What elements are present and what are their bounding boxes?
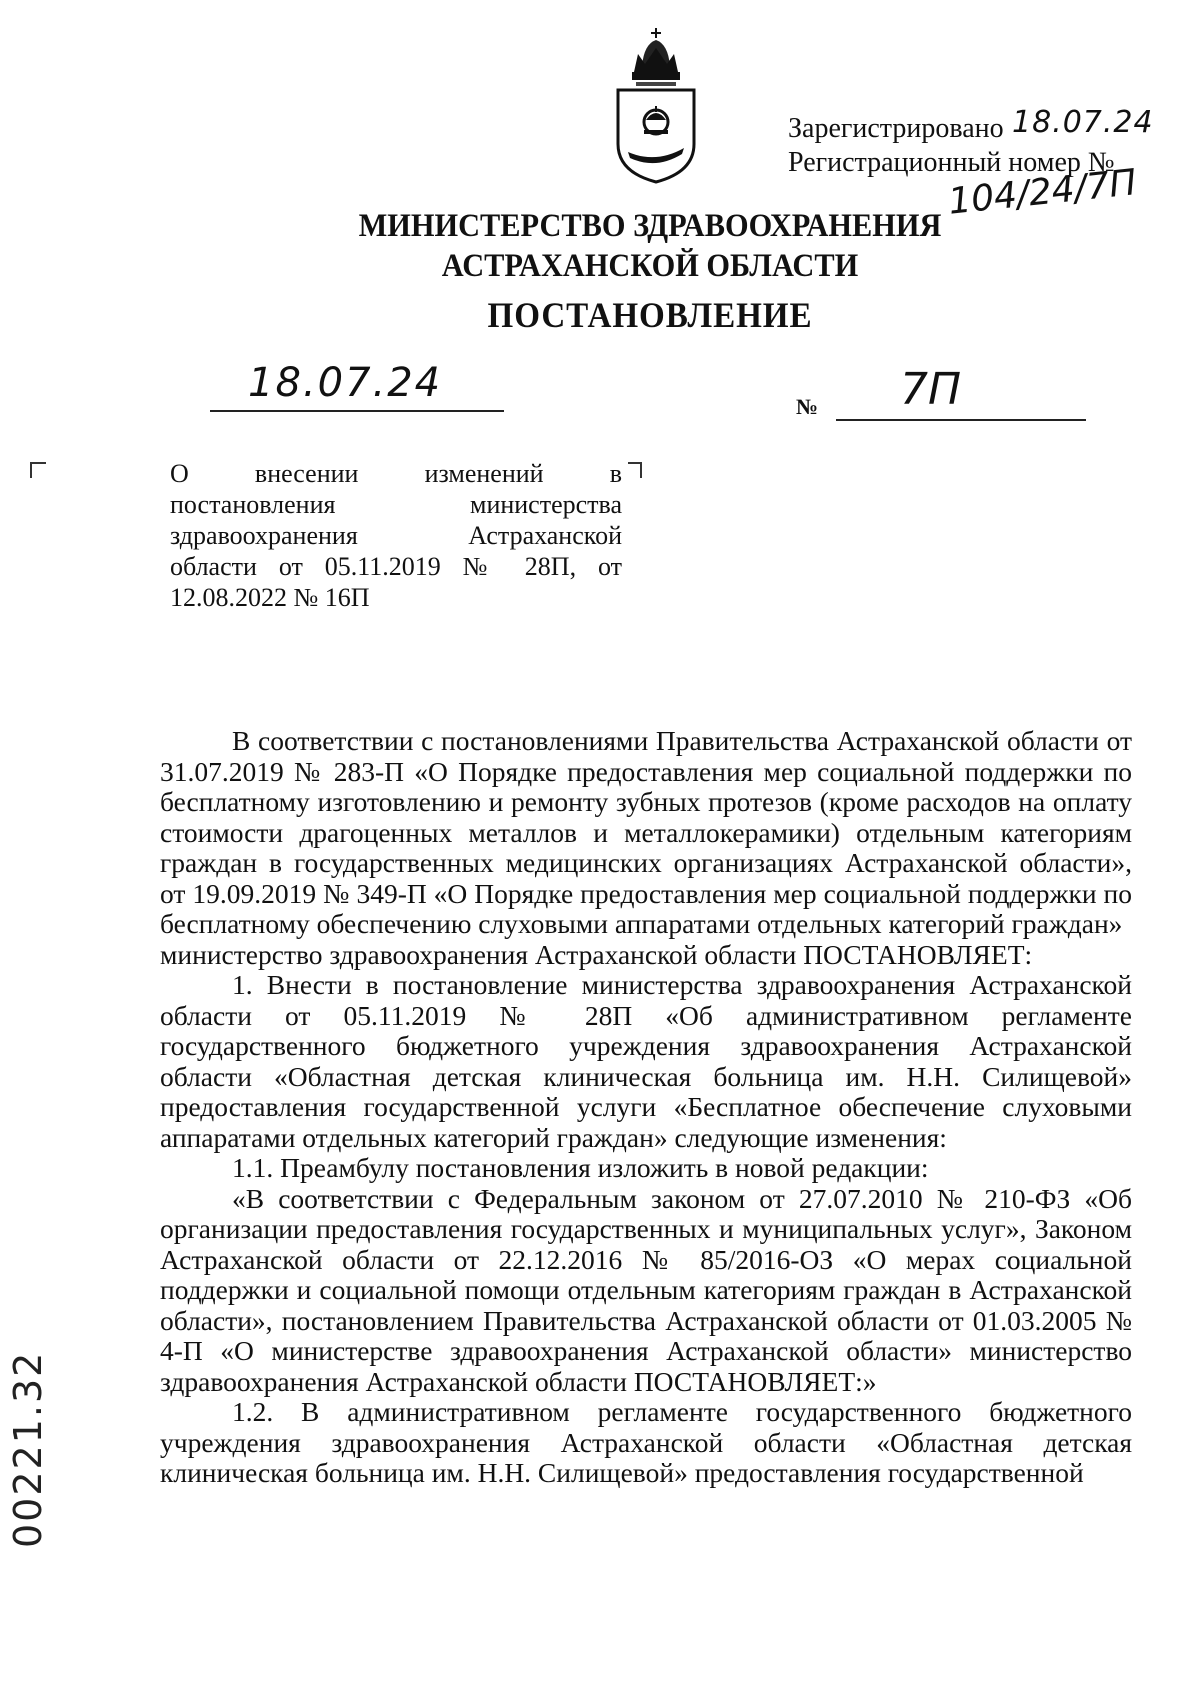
registration-number-label: Регистрационный номер №: [788, 147, 1115, 178]
registered-date-handwritten: 18.07.24: [1012, 105, 1154, 140]
subject-line: 12.08.2022 № 16П: [170, 583, 370, 612]
date-underline: [210, 410, 504, 412]
document-subject: [170, 458, 622, 613]
registered-label: Зарегистрировано: [788, 113, 1004, 144]
subject-line: постановления министерства: [170, 490, 622, 519]
number-sign: №: [796, 394, 819, 419]
body-paragraph-item-1: 1. Внести в постановление министерства здравоохранения Астраханской области от 05.11.2019 № 28П «Об административном регламенте государственного бюджетного учреждения здравоохранения Астраханской области «Областная детская клиническая больница им. Н.Н. Силищевой» предоставления государственной услуги «Бесплатное обеспечение слуховыми аппаратами отдельных категорий граждан» следующие изменения:: [160, 969, 1132, 1153]
number-underline: [836, 419, 1086, 421]
margin-corner-mark: [30, 462, 46, 478]
body-paragraph-preamble: В соответствии с постановлениями Правительства Астраханской области от 31.07.2019 № 283-П «О Порядке предоставления мер социальной поддержки по бесплатному изготовлению и ремонту зубных протезов (кроме расходов на оплату стоимости драгоценных металлов и металлокерамики) отдельным категориям граждан в государственных медицинских организациях Астраханской области», от 19.09.2019 № 349-П «О Порядке предоставления мер социальной поддержки по бесплатному обеспечению слуховыми аппаратами отдельных категорий граждан»: [160, 725, 1132, 939]
body-paragraph-resolves: министерство здравоохранения Астраханской области ПОСТАНОВЛЯЕТ:: [160, 938, 1033, 970]
region-title: АСТРАХАНСКОЙ ОБЛАСТИ: [441, 248, 859, 284]
coat-of-arms-emblem: [612, 26, 700, 186]
body-paragraph-item-1-1: 1.1. Преамбулу постановления изложить в новой редакции:: [232, 1152, 929, 1183]
document-date-handwritten: 18.07.24: [248, 360, 443, 406]
side-stamp-number: 00221.32: [6, 1350, 50, 1548]
subject-line: здравоохранения Астраханской: [170, 521, 622, 550]
subject-line: О внесении изменений в: [170, 459, 622, 488]
body-paragraph-item-1-2: 1.2. В административном регламенте государственного бюджетного учреждения здравоохранения Астраханской области «Областная детская клиническая больница им. Н.Н. Силищевой» предоставления государственной: [160, 1396, 1132, 1488]
registration-number-handwritten: 104/24/7П: [946, 162, 1139, 223]
subject-corner-mark: [628, 462, 642, 478]
ministry-title: МИНИСТЕРСТВО ЗДРАВООХРАНЕНИЯ: [358, 208, 942, 244]
document-type-title: ПОСТАНОВЛЕНИЕ: [487, 295, 813, 335]
body-paragraph-new-preamble: «В соответствии с Федеральным законом от 27.07.2010 № 210-ФЗ «Об организации предоставления государственных и муниципальных услуг», Законом Астраханской области от 22.12.2016 № 85/2016-ОЗ «О мерах социальной поддержки и социальной помощи отдельным категориям граждан в Астраханской области», постановлением Правительства Астраханской области от 01.03.2005 № 4-П «О министерстве здравоохранения Астраханской области» министерство здравоохранения Астраханской области ПОСТАНОВЛЯЕТ:»: [160, 1182, 1132, 1397]
subject-line: области от 05.11.2019 № 28П, от: [170, 552, 622, 581]
document-number-handwritten: 7П: [900, 364, 962, 415]
document-body: [160, 726, 1132, 1489]
